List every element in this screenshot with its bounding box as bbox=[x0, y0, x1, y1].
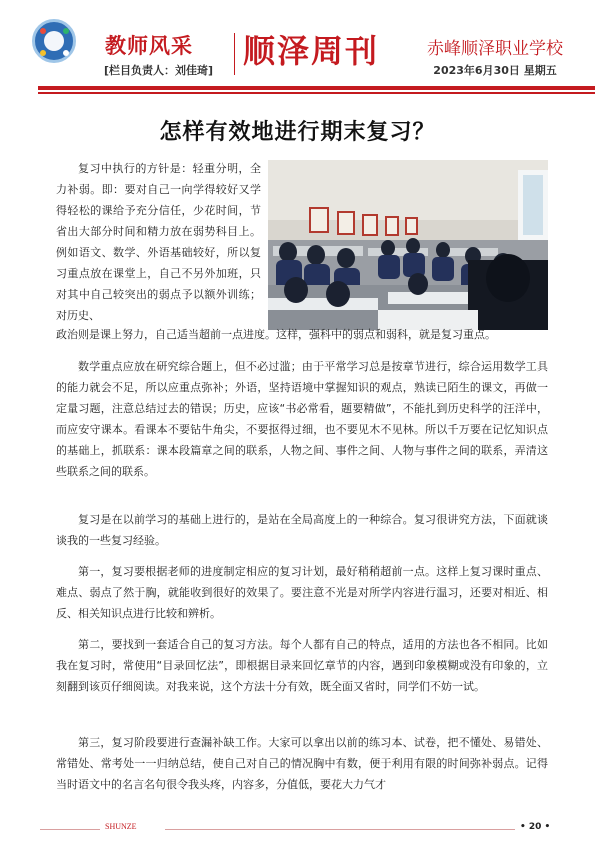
header-divider bbox=[234, 33, 235, 75]
article-paragraph: 复习中执行的方针是：轻重分明，全力补弱。即：要对自己一向学得较好又学得轻松的课给予充分信任，少花时间，节省出大部分时间和精力放在弱势科目上。例如语文、数学、外语基础较好，所以复习重点放在课堂上，自己不另外加班，只对其中自己较突出的弱点予以额外训练；对历史、 bbox=[56, 162, 261, 322]
school-logo bbox=[32, 19, 76, 63]
masthead-title: 顺泽周刊 bbox=[243, 32, 380, 70]
school-name: 赤峰顺泽职业学校 bbox=[427, 39, 563, 59]
article-paragraph: 复习是在以前学习的基础上进行的，是站在全局高度上的一种综合。复习很讲究方法，下面就谈谈我的一些复习经验。 bbox=[56, 513, 548, 547]
article-title: 怎样有效地进行期末复习？ bbox=[159, 119, 436, 145]
logo-emblem-icon bbox=[44, 31, 64, 51]
footer-rule-left bbox=[40, 829, 100, 830]
article-paragraph: 数学重点应放在研究综合题上，但不必过滥；由于平常学习总是按章节进行，综合运用数学工具的能力就会不足，所以应重点弥补；外语，坚持语境中掌握知识的观点，熟读已陌生的课文，再做一定量习题，注意总结过去的错误；历史，应该“书必常看，题要精做”，不能扎到历史科学的汪洋中，而应安守课本。看课本不要钻牛角尖，不要抠得过细，也不要见木不见林。所以千万要在记忆知识点的基础上，抓联系：课本段篇章之间的联系，人物之间、事件之间、人物与事件之间的联系，弄清这些联系之间的联系。 bbox=[56, 360, 548, 478]
header-rule-thick bbox=[38, 86, 595, 90]
article-paragraph: 第三，复习阶段要进行查漏补缺工作。大家可以拿出以前的练习本、试卷，把不懂处、易错处、常错处、常考处一一归纳总结，使自己对自己的情况胸中有数，便于利用有限的时间弥补弱点。记得当时语文中的名言名句很令我头疼，内容多，分值低，要花大力气才 bbox=[56, 736, 548, 791]
footer-rule-right bbox=[165, 829, 515, 830]
article-paragraph: 第二，要找到一套适合自己的复习方法。每个人都有自己的特点，适用的方法也各不相同。比如我在复习时，常使用“目录回忆法”，即根据目录来回忆章节的内容，遇到印象模糊或没有印象的，立刻翻到该页仔细阅读。对我来说，这个方法十分有效，既全面又省时，同学们不妨一试。 bbox=[56, 638, 548, 693]
article-paragraph: 第一，复习要根据老师的进度制定相应的复习计划，最好稍稍超前一点。这样上复习课时重点、难点、弱点了然于胸，就能收到很好的效果了。要注意不光是对所学内容进行温习，还要对相近、相反、相关知识点进行比较和辨析。 bbox=[56, 565, 548, 620]
logo-dot-icon bbox=[63, 28, 69, 34]
issue-date: 2023年6月30日 星期五 bbox=[433, 64, 557, 77]
header-rule-thin bbox=[38, 92, 595, 94]
classroom-photo bbox=[268, 160, 548, 330]
logo-dot-icon bbox=[40, 50, 46, 56]
column-editor: [栏目负责人：刘佳琦] bbox=[104, 64, 214, 77]
page-number: • 20 • bbox=[520, 822, 551, 832]
logo-dot-icon bbox=[63, 50, 69, 56]
article-paragraph: 政治则是课上努力，自己适当超前一点进度。这样，强科中的弱点和弱科，就是复习重点。 bbox=[56, 328, 496, 341]
column-title: 教师风采 bbox=[105, 33, 193, 58]
page-header bbox=[0, 0, 595, 100]
footer-brand: SHUNZE bbox=[105, 822, 137, 831]
logo-dot-icon bbox=[40, 28, 46, 34]
